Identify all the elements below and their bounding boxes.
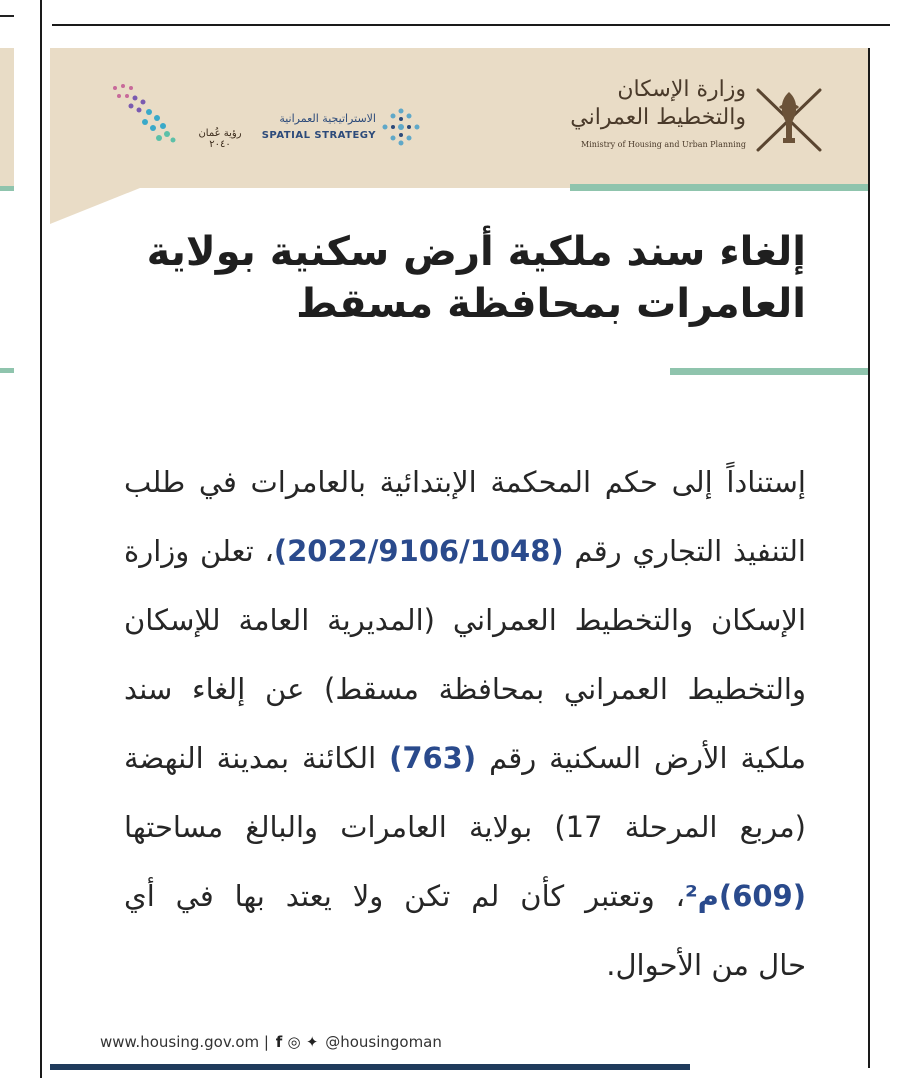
header-accent-rule (570, 184, 868, 191)
title-accent-rule (670, 368, 868, 375)
adjacent-header-band (0, 48, 14, 188)
header-corner-notch (50, 188, 140, 224)
oman-vision-text: رؤية عُمان ٢٠٤٠ (198, 128, 242, 150)
ministry-name-line1: وزارة الإسكان (617, 77, 746, 102)
case-number: (2022/9106/1048) (273, 534, 564, 568)
title-line1: إلغاء سند ملكية أرض سكنية بولاية (146, 229, 806, 275)
adjacent-top-line (0, 15, 14, 17)
header-band (50, 48, 868, 188)
body-line (124, 724, 806, 793)
announcement-title (130, 226, 806, 330)
ministry-name-english: Ministry of Housing and Urban Planning (581, 140, 746, 149)
body-line (124, 862, 806, 931)
social-handle[interactable]: @housingoman (325, 1033, 442, 1051)
body-line: والتخطيط العمراني بمحافظة مسقط) عن إلغاء سند (124, 672, 806, 706)
body-line: (مربع المرحلة 17) بولاية العامرات والبالغ مساحتها (124, 810, 806, 844)
body-fragment: ، وتعتبر كأن لم تكن ولا يعتد بها في أي (124, 879, 685, 913)
plot-number: (763) (389, 741, 477, 775)
footer-separator: | (263, 1033, 269, 1051)
top-border-line (52, 24, 890, 26)
adjacent-page-fragment (0, 0, 16, 1078)
social-media-icons: f ◎ ✦ (275, 1033, 319, 1051)
ministry-name-line2: والتخطيط العمراني (570, 105, 746, 130)
spatial-strategy-english: SPATIAL STRATEGY (261, 130, 376, 141)
body-fragment: ، تعلن وزارة (124, 534, 274, 568)
adjacent-rule (0, 186, 14, 191)
footer-contact (100, 1033, 500, 1051)
spatial-strategy-arabic: الاستراتيجية العمرانية (279, 112, 376, 125)
area-value: (609)م² (684, 879, 806, 913)
footer-bar (50, 1064, 690, 1070)
body-line (124, 517, 806, 586)
body-line: حال من الأحوال. (606, 948, 806, 982)
body-fragment: التنفيذ التجاري رقم (563, 534, 806, 568)
page-divider (40, 0, 42, 1078)
oman-vision-logo-icon (105, 78, 185, 148)
adjacent-rule (0, 368, 14, 373)
website-link[interactable]: www.housing.gov.om (100, 1033, 260, 1051)
title-line2: العامرات بمحافظة مسقط (296, 281, 806, 327)
spatial-strategy-logo-icon (380, 106, 422, 148)
oman-emblem-icon (750, 78, 828, 158)
card-right-border (868, 48, 870, 1068)
body-fragment: ملكية الأرض السكنية رقم (476, 741, 806, 775)
ministry-name-arabic (550, 76, 746, 132)
announcement-body (124, 448, 806, 1000)
body-line: إستناداً إلى حكم المحكمة الإبتدائية بالعامرات في طلب (124, 465, 806, 499)
announcement-card (50, 48, 868, 1068)
body-fragment: الكائنة بمدينة النهضة (124, 741, 390, 775)
body-line: الإسكان والتخطيط العمراني (المديرية العامة للإسكان (124, 603, 806, 637)
